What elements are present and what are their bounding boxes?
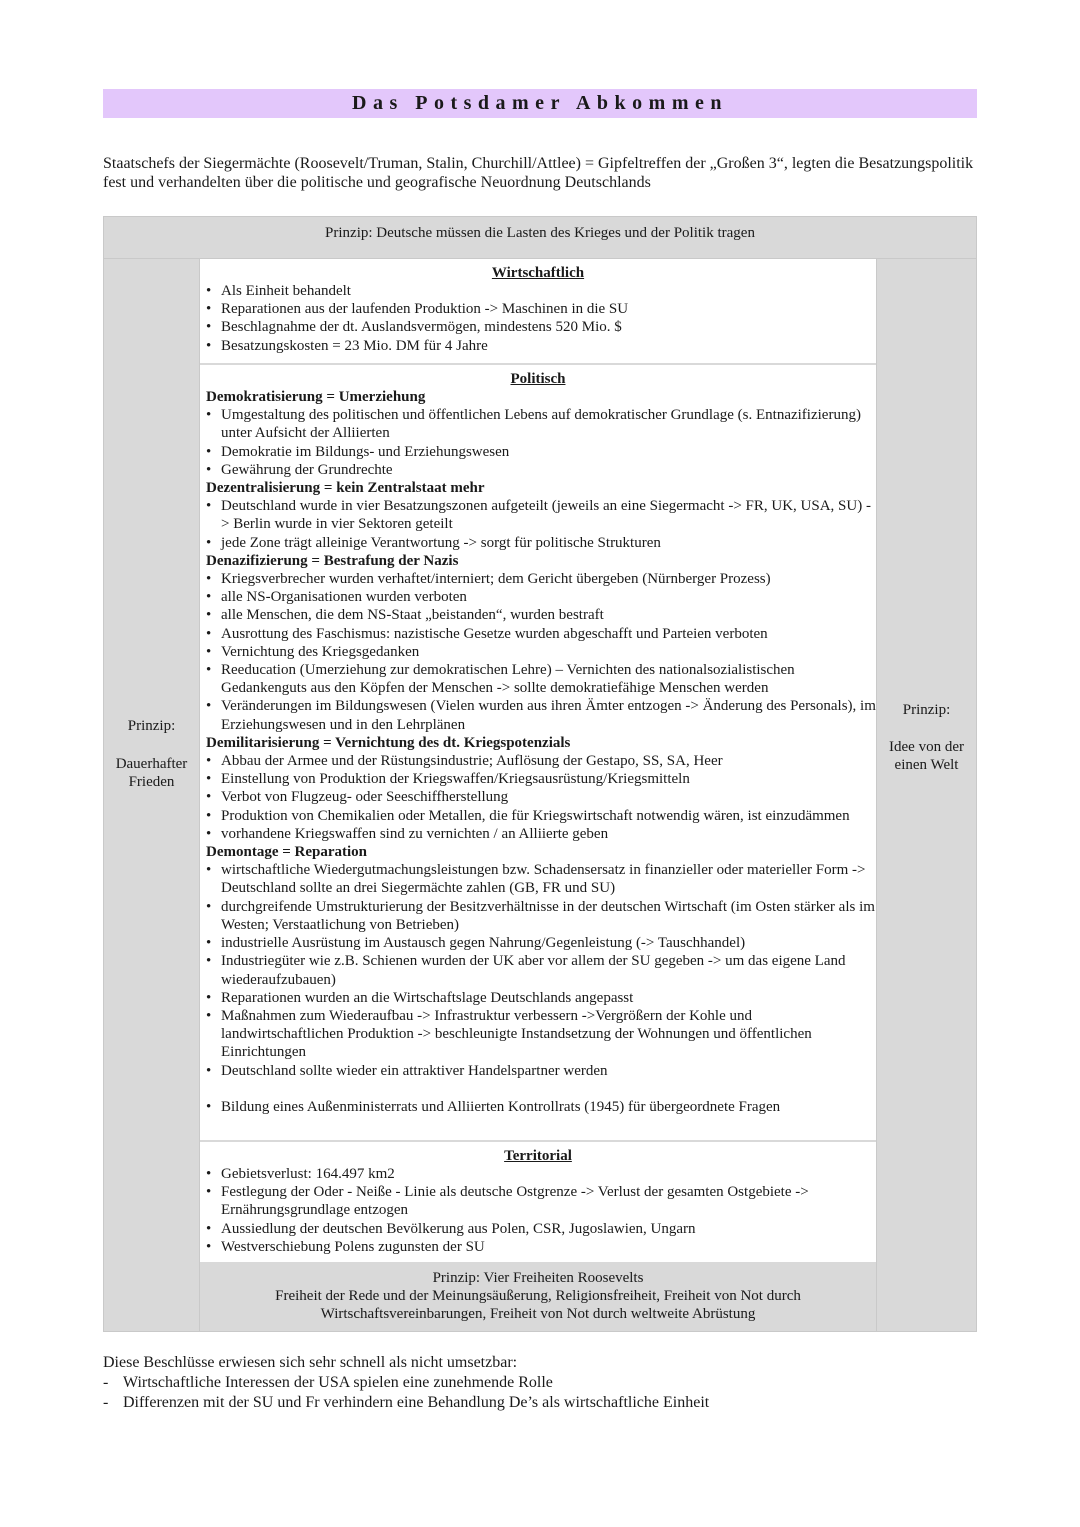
list-item-text: Einstellung von Produktion der Kriegswaffen/Kriegsausrüstung/Kriegsmitteln xyxy=(221,771,690,788)
spacer xyxy=(200,1080,876,1098)
list-item-text: Deutschland wurde in vier Besatzungszonen aufgeteilt (jeweils an eine Siegermacht -> FR, UK, USA, SU) -> Berlin wurde in vier Sektoren geteilt xyxy=(221,498,871,533)
bullet-list xyxy=(200,570,876,734)
bottom-principle-line3: Wirtschaftsvereinbarungen, Freiheit von Not durch weltweite Abrüstung xyxy=(320,1306,756,1322)
bullet-marker: • xyxy=(206,607,212,624)
section-heading: Wirtschaftlich xyxy=(491,265,585,281)
list-item-text: industrielle Ausrüstung im Austausch gegen Nahrung/Gegenleistung (-> Tauschhandel) xyxy=(221,935,746,952)
list-item-text: Veränderungen im Bildungswesen (Vielen wurden aus ihren Ämter entzogen -> Änderung des Personals), im Erziehungswesen und in den Lehrplänen xyxy=(221,698,876,733)
bullet-list xyxy=(200,282,876,355)
list-item-text: Abbau der Armee und der Rüstungsindustrie; Auflösung der Gestapo, SS, SA, Heer xyxy=(221,753,723,770)
list-item xyxy=(206,282,876,300)
subsection-heading: Demontage = Reparation xyxy=(206,844,368,861)
bullet-list xyxy=(200,1165,876,1256)
list-item xyxy=(206,898,876,934)
bullet-marker: • xyxy=(206,825,212,842)
bullet-list xyxy=(200,406,876,479)
bullet-marker: • xyxy=(206,1184,212,1201)
section-wirtschaftlich xyxy=(200,259,876,363)
bullet-marker: • xyxy=(206,589,212,606)
list-item-text: Reparationen aus der laufenden Produktion -> Maschinen in die SU xyxy=(221,301,629,318)
bullet-marker: • xyxy=(206,953,212,970)
list-item xyxy=(206,337,876,355)
bullet-marker: • xyxy=(206,407,212,424)
right-principle-line2: einen Welt xyxy=(894,757,959,773)
list-item-text: alle NS-Organisationen wurden verboten xyxy=(221,589,467,606)
right-principle-label: Prinzip: xyxy=(902,702,951,718)
page-title: Das Potsdamer Abkommen xyxy=(352,92,728,114)
section-territorial xyxy=(200,1142,876,1262)
bullet-marker: • xyxy=(206,337,212,354)
bullet-marker: • xyxy=(206,662,212,679)
bullet-marker: • xyxy=(206,935,212,952)
left-principle-cell xyxy=(104,259,199,1331)
content-column xyxy=(200,259,876,1331)
bottom-principle-line2: Freiheit der Rede und der Meinungsäußerung, Religionsfreiheit, Freiheit von Not durch xyxy=(275,1288,801,1304)
list-item xyxy=(206,1098,876,1116)
list-item xyxy=(206,752,876,770)
bullet-marker: • xyxy=(206,789,212,806)
overview-table xyxy=(103,216,977,1332)
list-item-text: Aussiedlung der deutschen Bevölkerung aus Polen, CSR, Jugoslawien, Ungarn xyxy=(221,1220,696,1237)
bullet-marker: • xyxy=(206,283,212,299)
list-item-text: jede Zone trägt alleinige Verantwortung -> sorgt für politische Strukturen xyxy=(221,534,661,551)
bullet-list xyxy=(200,861,876,1079)
bullet-marker: • xyxy=(206,625,212,642)
list-item xyxy=(206,1062,876,1080)
subsection-heading: Demilitarisierung = Vernichtung des dt. Kriegspotenzials xyxy=(206,734,571,751)
list-item-text: wirtschaftliche Wiedergutmachungsleistungen bzw. Schadensersatz in finanzieller oder materieller Form -> Deutschland sollte an drei Siegermächte zahlen (GB, FR und SU) xyxy=(221,862,866,897)
list-item xyxy=(206,461,876,479)
list-item-text: Besatzungskosten = 23 Mio. DM für 4 Jahre xyxy=(221,337,488,354)
list-item xyxy=(206,807,876,825)
bullet-marker: • xyxy=(206,698,212,715)
list-item xyxy=(206,643,876,661)
list-item-text: Festlegung der Oder - Neiße - Linie als deutsche Ostgrenze -> Verlust der gesamten Ostgebiete -> Ernährungsgrundlage entzogen xyxy=(221,1184,809,1219)
bottom-principle xyxy=(200,1264,876,1331)
list-item xyxy=(206,606,876,624)
list-item xyxy=(206,497,876,533)
bullet-marker: • xyxy=(206,771,212,788)
conclusion xyxy=(103,1353,983,1413)
list-item xyxy=(206,318,876,336)
list-item-text: Demokratie im Bildungs- und Erziehungswesen xyxy=(221,443,510,460)
conclusion-point-text: Differenzen mit der SU und Fr verhindern eine Behandlung De’s als wirtschaftliche Einheit xyxy=(123,1394,710,1411)
conclusion-point xyxy=(103,1393,983,1413)
bullet-marker: • xyxy=(206,898,212,915)
section-heading: Politisch xyxy=(510,371,566,387)
list-item xyxy=(206,1220,876,1238)
list-item xyxy=(206,406,876,442)
section-heading: Territorial xyxy=(504,1148,572,1164)
conclusion-point-text: Wirtschaftliche Interessen der USA spielen eine zunehmende Rolle xyxy=(123,1374,553,1391)
list-item xyxy=(206,825,876,843)
conclusion-lead: Diese Beschlüsse erwiesen sich sehr schnell als nicht umsetzbar: xyxy=(103,1354,518,1371)
list-item-text: Gewährung der Grundrechte xyxy=(221,461,393,478)
bullet-marker: • xyxy=(206,862,212,879)
list-item xyxy=(206,1238,876,1256)
list-item-text: durchgreifende Umstrukturierung der Besitzverhältnisse in der deutschen Wirtschaft (im Osten stärker als im Westen; Verstaatlichung von Betrieben) xyxy=(221,898,875,933)
list-item xyxy=(206,1165,876,1183)
list-item xyxy=(206,770,876,788)
list-item-text: Reparationen wurden an die Wirtschaftslage Deutschlands angepasst xyxy=(221,989,634,1006)
list-item xyxy=(206,661,876,697)
list-item xyxy=(206,934,876,952)
list-item xyxy=(206,625,876,643)
bullet-marker: • xyxy=(206,1166,212,1182)
dash-marker: - xyxy=(103,1394,109,1411)
subsection-heading: Dezentralisierung = kein Zentralstaat mehr xyxy=(206,480,485,497)
list-item-text: Reeducation (Umerziehung zur demokratischen Lehre) – Vernichten des nationalsozialistischen Gedankenguts aus den Köpfen der Menschen -> sollte demokratiefähige Menschen werden xyxy=(221,662,795,697)
list-item-text: Beschlagnahme der dt. Auslandsvermögen, mindestens 520 Mio. $ xyxy=(221,319,622,336)
bullet-marker: • xyxy=(206,534,212,551)
list-item xyxy=(206,1007,876,1062)
bullet-marker: • xyxy=(206,319,212,336)
right-principle-line1: Idee von der xyxy=(889,739,964,755)
intro-paragraph: Staatschefs der Siegermächte (Roosevelt/Truman, Stalin, Churchill/Attlee) = Gipfeltreffen der „Großen 3“, legten die Besatzungspolitik fest und verhandelten über die politische und geografische Neuordnung Deutschlands xyxy=(103,155,974,191)
list-item xyxy=(206,534,876,552)
right-principle-cell xyxy=(877,259,976,1331)
list-item-text: Ausrottung des Faschismus: nazistische Gesetze wurden abgeschafft und Parteien verboten xyxy=(221,625,768,642)
bullet-marker: • xyxy=(206,643,212,660)
list-item-text: Umgestaltung des politischen und öffentlichen Lebens auf demokratischer Grundlage (s. Entnazifizierung) unter Aufsicht der Alliierten xyxy=(221,407,861,442)
list-item xyxy=(206,788,876,806)
politisch-groups xyxy=(200,388,876,1080)
bullet-marker: • xyxy=(206,1238,212,1255)
bullet-marker: • xyxy=(206,571,212,588)
conclusion-point xyxy=(103,1373,983,1393)
list-item-text: Maßnahmen zum Wiederaufbau -> Infrastruktur verbessern ->Vergrößern der Kohle und landwirtschaftlichen Produktion -> beschleunigte Instandsetzung der Wohnungen und öffentlichen Einrichtungen xyxy=(221,1007,812,1061)
list-item xyxy=(206,588,876,606)
list-item xyxy=(206,570,876,588)
bottom-principle-line1: Prinzip: Vier Freiheiten Roosevelts xyxy=(432,1270,644,1286)
list-item-text: Industriegüter wie z.B. Schienen wurden der UK aber vor allem der SU gegeben -> um das eigene Land wiederaufzubauen) xyxy=(221,953,846,988)
left-principle-line1: Dauerhafter xyxy=(115,756,188,772)
bullet-list xyxy=(200,497,876,552)
bullet-marker: • xyxy=(206,753,212,770)
bullet-marker: • xyxy=(206,1220,212,1237)
list-item-text: Bildung eines Außenministerrats und Alliierten Kontrollrats (1945) für übergeordnete Fragen xyxy=(221,1098,781,1115)
bullet-marker: • xyxy=(206,807,212,824)
list-item xyxy=(206,300,876,318)
top-principle: Prinzip: Deutsche müssen die Lasten des Krieges und der Politik tragen xyxy=(325,225,755,241)
list-item-text: Als Einheit behandelt xyxy=(221,283,351,299)
list-item xyxy=(206,952,876,988)
list-item-text: Kriegsverbrecher wurden verhaftet/interniert; dem Gericht übergeben (Nürnberger Prozess) xyxy=(221,571,771,588)
bullet-marker: • xyxy=(206,461,212,478)
bullet-marker: • xyxy=(206,989,212,1006)
dash-marker: - xyxy=(103,1374,109,1391)
bullet-list xyxy=(200,1098,876,1116)
bullet-marker: • xyxy=(206,1062,212,1079)
bullet-marker: • xyxy=(206,1098,212,1115)
list-item-text: Deutschland sollte wieder ein attraktiver Handelspartner werden xyxy=(221,1062,608,1079)
list-item xyxy=(206,989,876,1007)
list-item-text: Westverschiebung Polens zugunsten der SU xyxy=(221,1238,485,1255)
bullet-marker: • xyxy=(206,1007,212,1024)
list-item-text: vorhandene Kriegswaffen sind zu vernichten / an Alliierte geben xyxy=(221,825,609,842)
list-item-text: Produktion von Chemikalien oder Metallen, die für Kriegswirtschaft notwendig wären, ist einzudämmen xyxy=(221,807,850,824)
bullet-marker: • xyxy=(206,443,212,460)
section-politisch xyxy=(200,365,876,1140)
bullet-marker: • xyxy=(206,301,212,318)
list-item xyxy=(206,443,876,461)
title-bar xyxy=(103,89,977,118)
subsection-heading: Demokratisierung = Umerziehung xyxy=(206,389,426,405)
left-principle-line2: Frieden xyxy=(128,774,175,790)
subsection-heading: Denazifizierung = Bestrafung der Nazis xyxy=(206,552,459,569)
list-item-text: Gebietsverlust: 164.497 km2 xyxy=(221,1166,395,1182)
list-item-text: Vernichtung des Kriegsgedanken xyxy=(221,643,420,660)
list-item-text: alle Menschen, die dem NS-Staat „beistanden“, wurden bestraft xyxy=(221,607,604,624)
left-principle-label: Prinzip: xyxy=(127,718,176,734)
list-item xyxy=(206,697,876,733)
list-item xyxy=(206,1183,876,1219)
list-item-text: Verbot von Flugzeug- oder Seeschiffherstellung xyxy=(221,789,509,806)
bullet-marker: • xyxy=(206,498,212,515)
list-item xyxy=(206,861,876,897)
bullet-list xyxy=(200,752,876,843)
